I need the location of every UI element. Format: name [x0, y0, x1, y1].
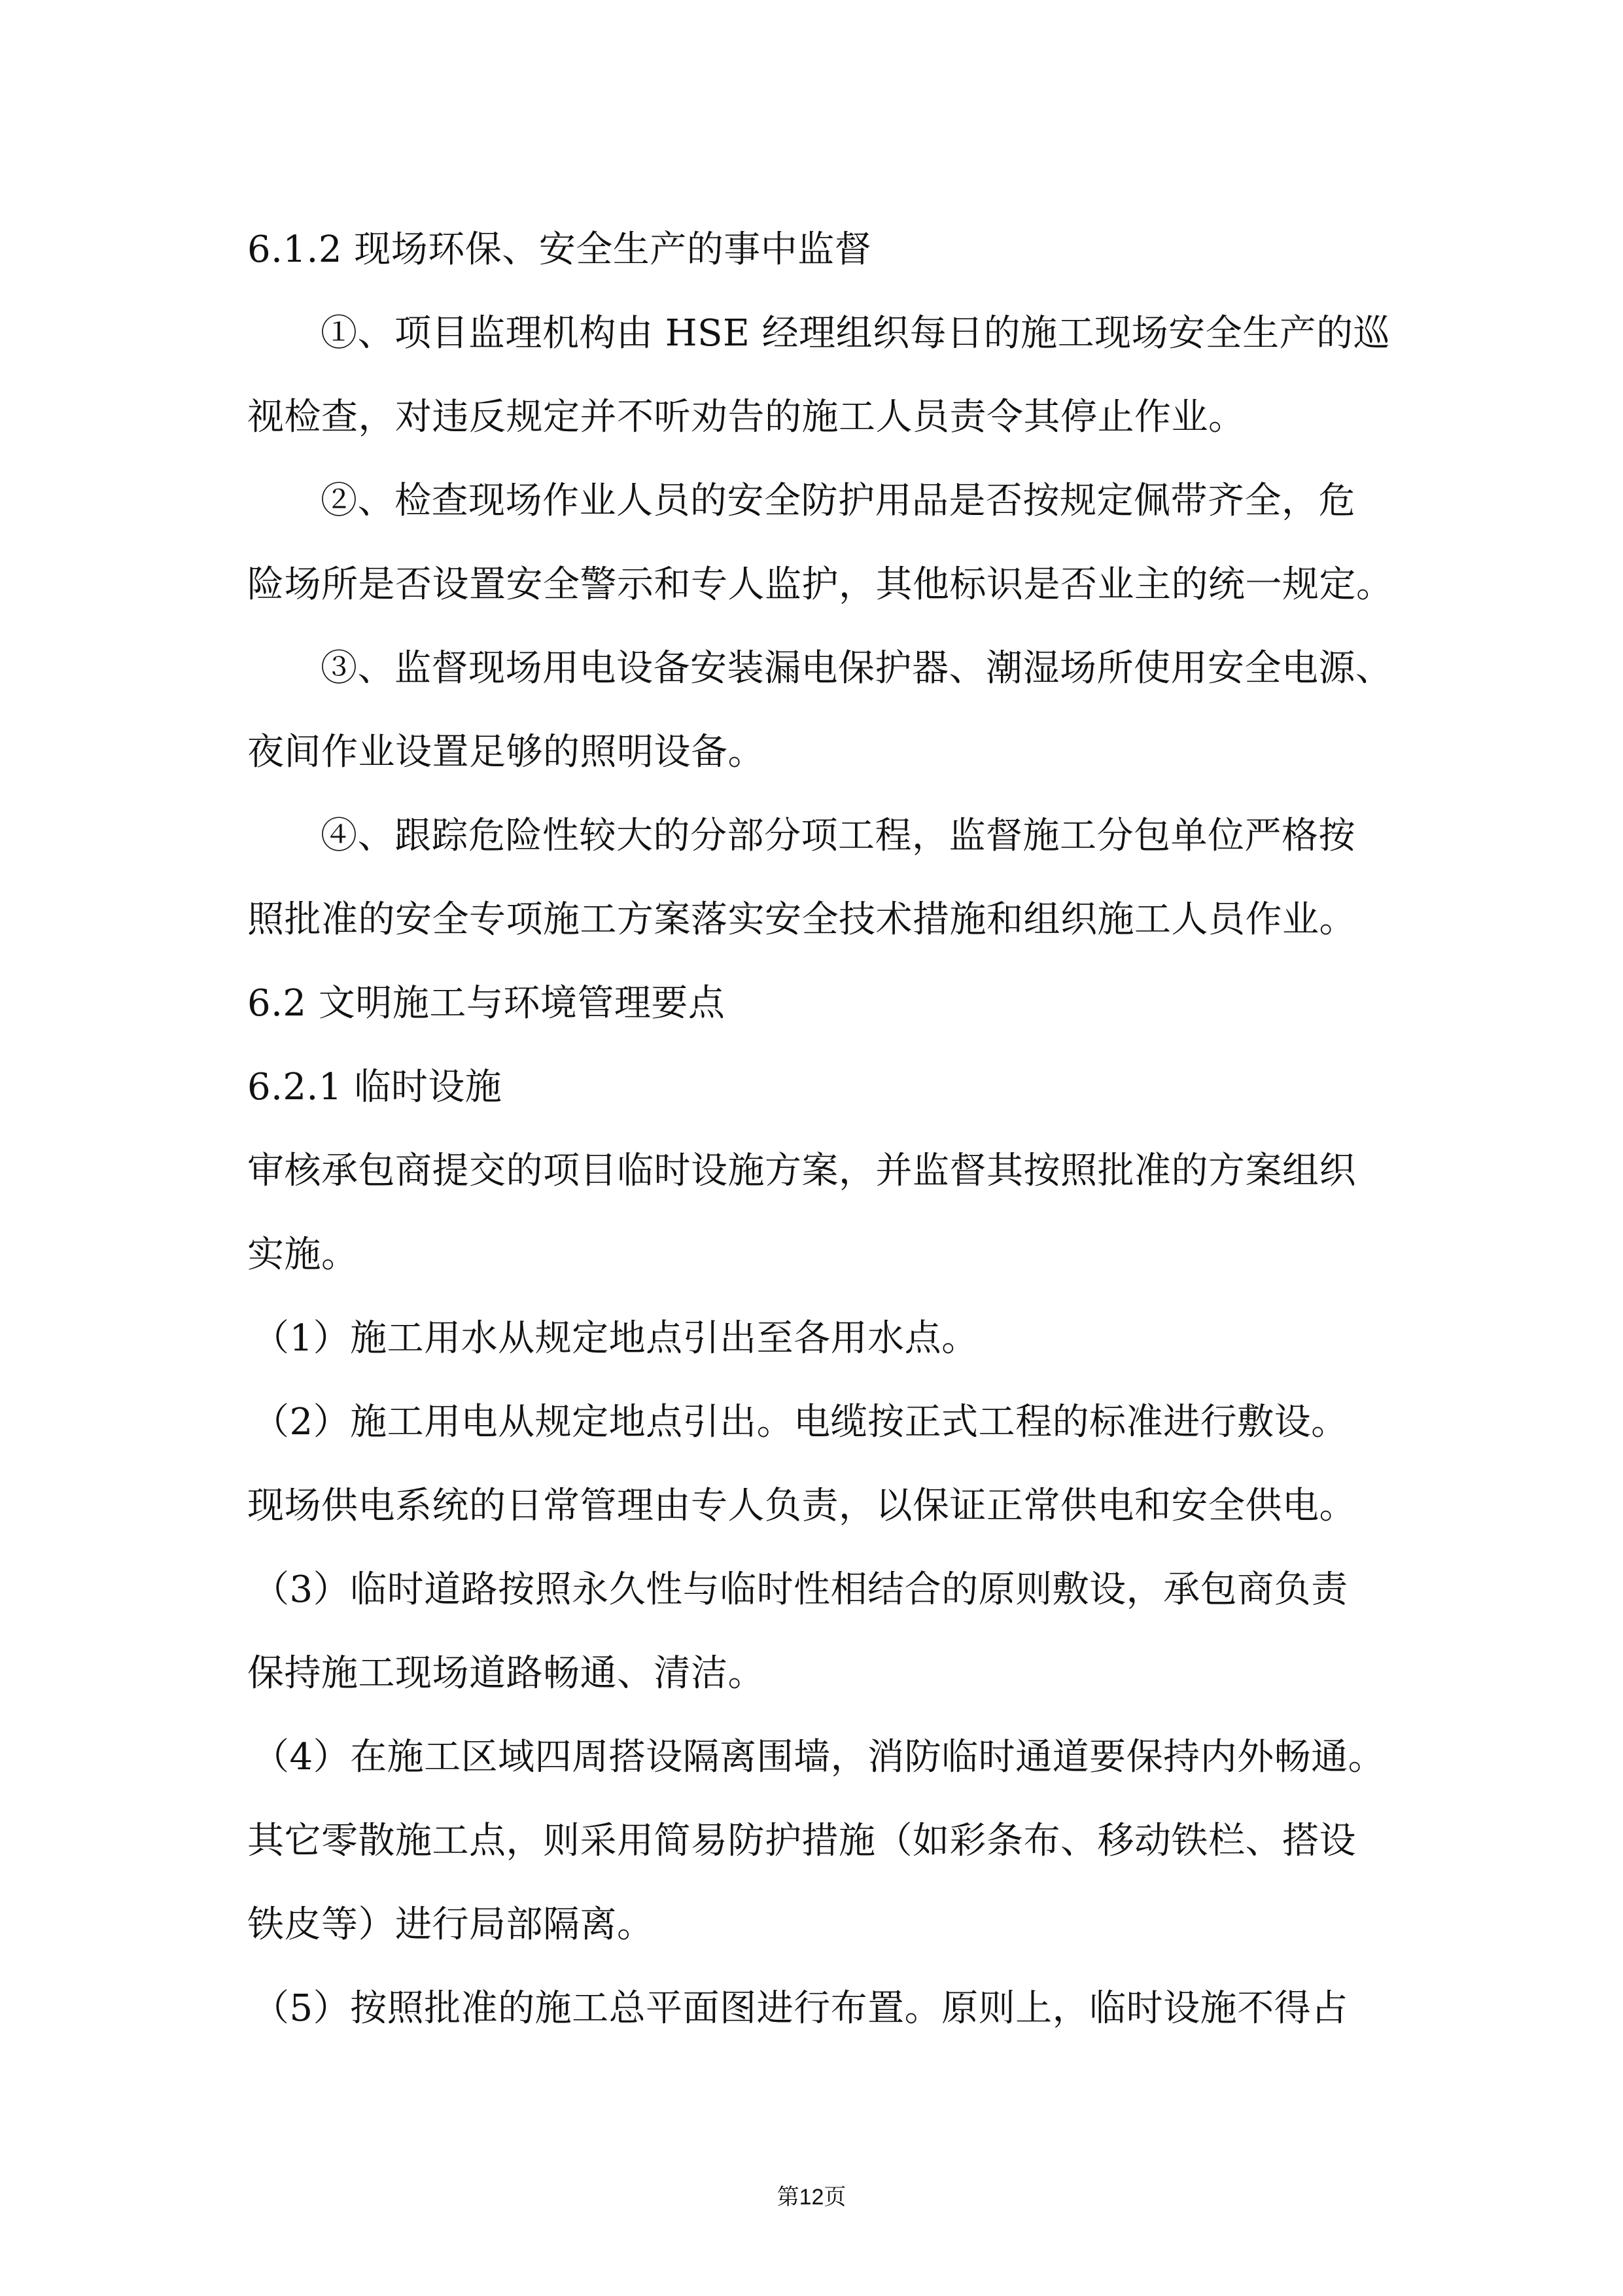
item-3-line-2: 夜间作业设置足够的照明设备。: [247, 731, 765, 773]
page-body: [247, 208, 1418, 2051]
item-4-line-1: ④、跟踪危险性较大的分部分项工程，监督施工分包单位严格按: [321, 815, 1355, 857]
list-item-3-line-2: 保持施工现场道路畅通、清洁。: [247, 1652, 765, 1695]
list-item-4-line-1: （4）在施工区域四周搭设隔离围墙，消防临时通道要保持内外畅通。: [253, 1736, 1386, 1778]
item-3-line-1: ③、监督现场用电设备安装漏电保护器、潮湿场所使用安全电源、: [321, 647, 1393, 690]
list-item-4-line-3: 铁皮等）进行局部隔离。: [247, 1903, 654, 1946]
list-item-2-line-1: （2）施工用电从规定地点引出。电缆按正式工程的标准进行敷设。: [253, 1401, 1348, 1443]
item-2-line-2: 险场所是否设置安全警示和专人监护，其他标识是否业主的统一规定。: [247, 563, 1393, 606]
list-item-1: （1）施工用水从规定地点引出至各用水点。: [253, 1317, 979, 1360]
list-item-4-line-2: 其它零散施工点，则采用简易防护措施（如彩条布、移动铁栏、搭设: [247, 1820, 1356, 1862]
item-4-line-2: 照批准的安全专项施工方案落实安全技术措施和组织施工人员作业。: [247, 898, 1356, 941]
item-1-line-2: 视检查，对违反规定并不听劝告的施工人员责令其停止作业。: [247, 396, 1246, 438]
list-item-2-line-2: 现场供电系统的日常管理由专人负责，以保证正常供电和安全供电。: [247, 1485, 1356, 1527]
heading-6-2: 6.2 文明施工与环境管理要点: [247, 982, 725, 1025]
list-item-5-line-1: （5）按照批准的施工总平面图进行布置。原则上，临时设施不得占: [253, 1987, 1348, 2030]
paragraph-line-1: 审核承包商提交的项目临时设施方案，并监督其按照批准的方案组织: [247, 1150, 1356, 1192]
page-number: 第12页: [777, 2185, 846, 2210]
item-1-line-1: ①、项目监理机构由 HSE 经理组织每日的施工现场安全生产的巡: [321, 312, 1391, 355]
heading-6-2-1: 6.2.1 临时设施: [247, 1066, 502, 1108]
list-item-3-line-1: （3）临时道路按照永久性与临时性相结合的原则敷设，承包商负责: [253, 1568, 1348, 1611]
item-2-line-1: ②、检查现场作业人员的安全防护用品是否按规定佩带齐全，危: [321, 480, 1355, 522]
heading-6-1-2: 6.1.2 现场环保、安全生产的事中监督: [247, 228, 872, 271]
paragraph-line-2: 实施。: [247, 1233, 358, 1276]
